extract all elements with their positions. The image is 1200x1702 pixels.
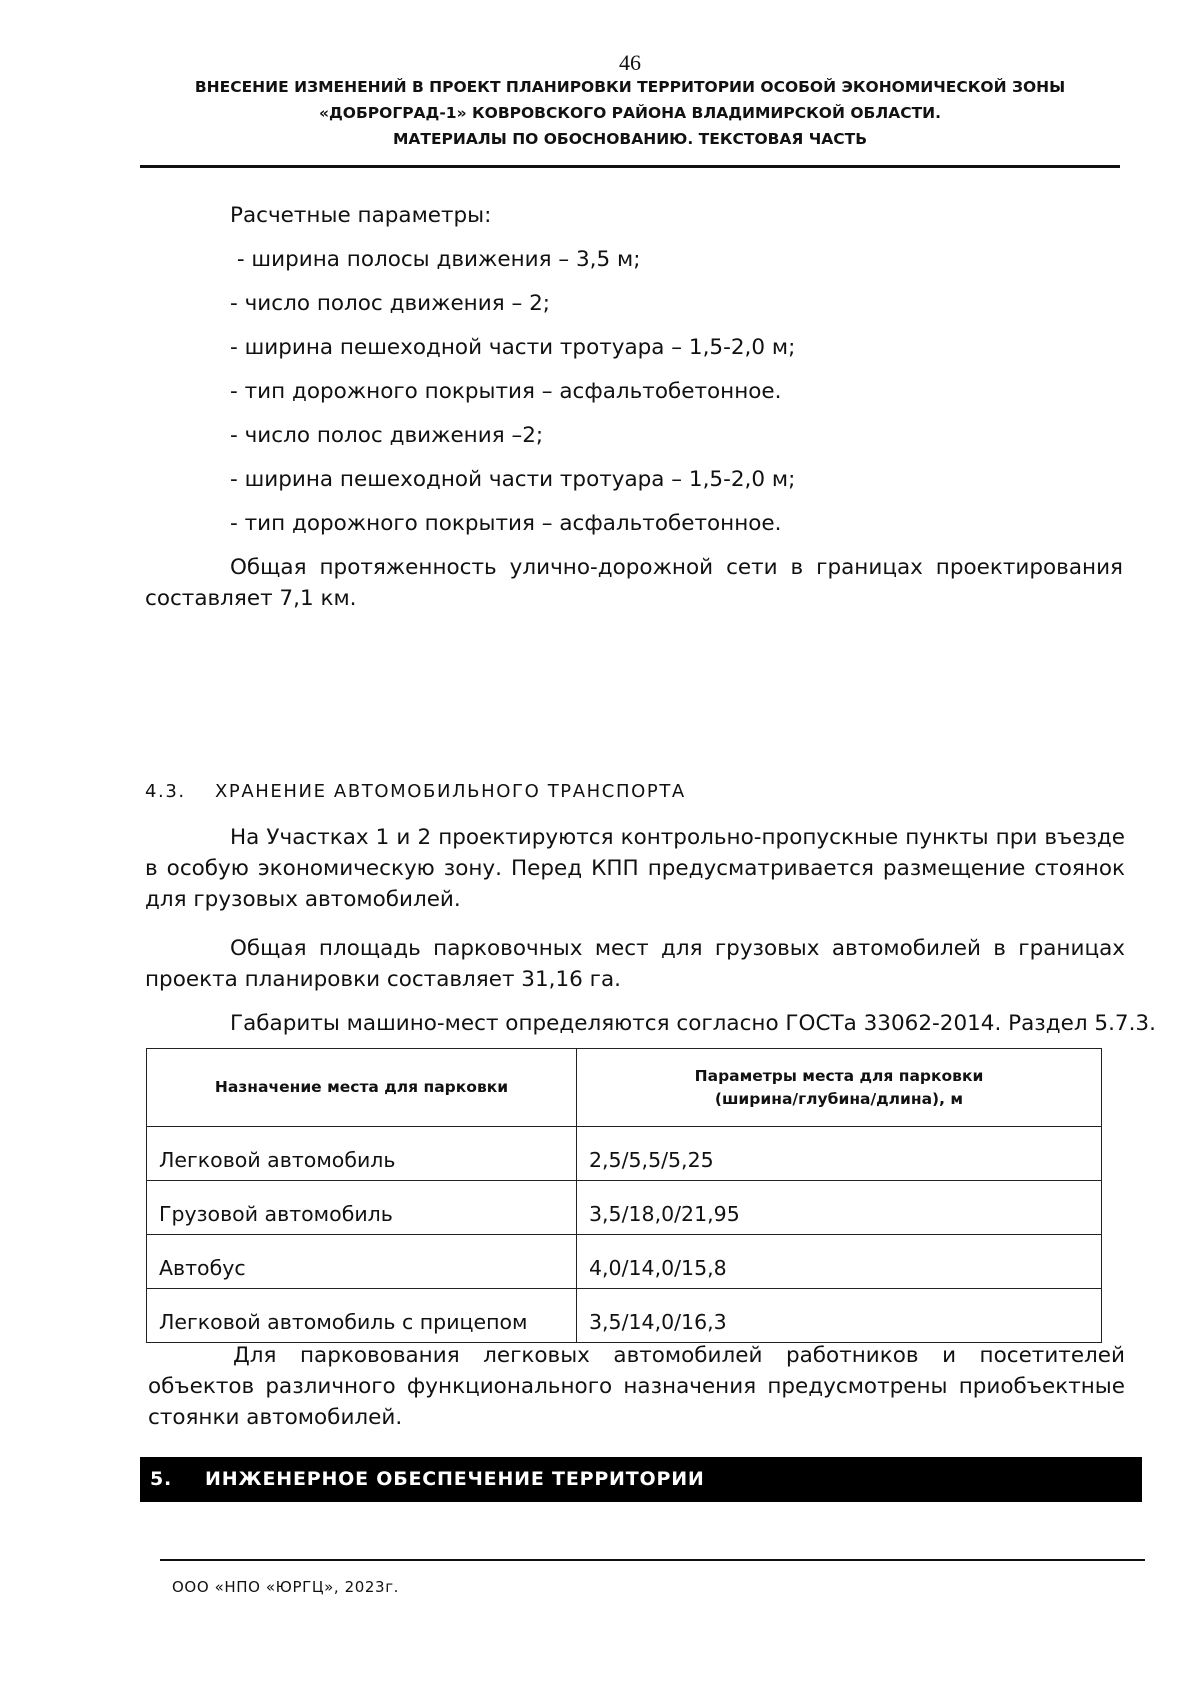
vehicle-type-cell: Легковой автомобиль	[147, 1127, 577, 1181]
vehicle-type-cell: Грузовой автомобиль	[147, 1181, 577, 1235]
table-row	[147, 1235, 1102, 1289]
column-header-parameters: Параметры места для парковки (ширина/глубина/длина), м	[577, 1049, 1102, 1127]
section-number: 4.3.	[145, 781, 186, 802]
truck-parking-area-paragraph: Общая площадь парковочных мест для грузовых автомобилей в границах проекта планировки составляет 31,16 га.	[145, 936, 1125, 992]
dimensions-cell: 3,5/14,0/16,3	[577, 1289, 1102, 1343]
param-item: - тип дорожного покрытия – асфальтобетонное.	[230, 511, 782, 536]
footer-company: ООО «НПО «ЮРГЦ», 2023г.	[172, 1578, 400, 1596]
checkpoint-paragraph: На Участках 1 и 2 проектируются контрольно-пропускные пункты при въезде в особую экономическую зону. Перед КПП предусматривается размещение стоянок для грузовых автомобилей.	[145, 825, 1125, 912]
gost-reference-paragraph: Габариты машино-мест определяются согласно ГОСТа 33062-2014. Раздел 5.7.3.	[230, 1011, 1156, 1036]
page-number: 46	[619, 50, 641, 75]
table-header-row	[147, 1049, 1102, 1127]
param-item: - ширина полосы движения – 3,5 м;	[230, 247, 641, 272]
vehicle-type-cell: Автобус	[147, 1235, 577, 1289]
parking-dimensions-table	[146, 1048, 1102, 1343]
param-item: - ширина пешеходной части тротуара – 1,5-2,0 м;	[230, 467, 796, 492]
column-header-purpose: Назначение места для парковки	[147, 1049, 577, 1127]
dimensions-cell: 4,0/14,0/15,8	[577, 1235, 1102, 1289]
section-5-heading-bar	[140, 1457, 1142, 1502]
document-header	[140, 74, 1120, 152]
on-site-parking-paragraph: Для парковования легковых автомобилей работников и посетителей объектов различного функционального назначения предусмотрены приобъектные стоянки автомобилей.	[148, 1343, 1125, 1430]
table-row	[147, 1181, 1102, 1235]
footer-rule	[160, 1559, 1145, 1561]
dimensions-cell: 2,5/5,5/5,25	[577, 1127, 1102, 1181]
section-number: 5.	[150, 1468, 173, 1490]
vehicle-type-cell: Легковой автомобиль с прицепом	[147, 1289, 577, 1343]
section-4-3-heading	[145, 776, 686, 807]
section-title: ИНЖЕНЕРНОЕ ОБЕСПЕЧЕНИЕ ТЕРРИТОРИИ	[205, 1468, 705, 1490]
table-row	[147, 1289, 1102, 1343]
dimensions-cell: 3,5/18,0/21,95	[577, 1181, 1102, 1235]
header-rule	[140, 165, 1120, 168]
header-line-2: «ДОБРОГРАД-1» КОВРОВСКОГО РАЙОНА ВЛАДИМИРСКОЙ ОБЛАСТИ.	[318, 104, 942, 122]
table-row	[147, 1127, 1102, 1181]
header-line-1: ВНЕСЕНИЕ ИЗМЕНЕНИЙ В ПРОЕКТ ПЛАНИРОВКИ ТЕРРИТОРИИ ОСОБОЙ ЭКОНОМИЧЕСКОЙ ЗОНЫ	[194, 78, 1066, 96]
param-item: - тип дорожного покрытия – асфальтобетонное.	[230, 379, 782, 404]
param-item: - число полос движения –2;	[230, 423, 544, 448]
network-total-paragraph: Общая протяженность улично-дорожной сети в границах проектирования составляет 7,1 км.	[145, 555, 1123, 611]
param-item: - число полос движения – 2;	[230, 291, 550, 316]
params-title: Расчетные параметры:	[230, 203, 492, 228]
param-item: - ширина пешеходной части тротуара – 1,5-2,0 м;	[230, 335, 796, 360]
header-line-3: МАТЕРИАЛЫ ПО ОБОСНОВАНИЮ. ТЕКСТОВАЯ ЧАСТЬ	[392, 130, 868, 148]
section-title: ХРАНЕНИЕ АВТОМОБИЛЬНОГО ТРАНСПОРТА	[215, 781, 686, 802]
